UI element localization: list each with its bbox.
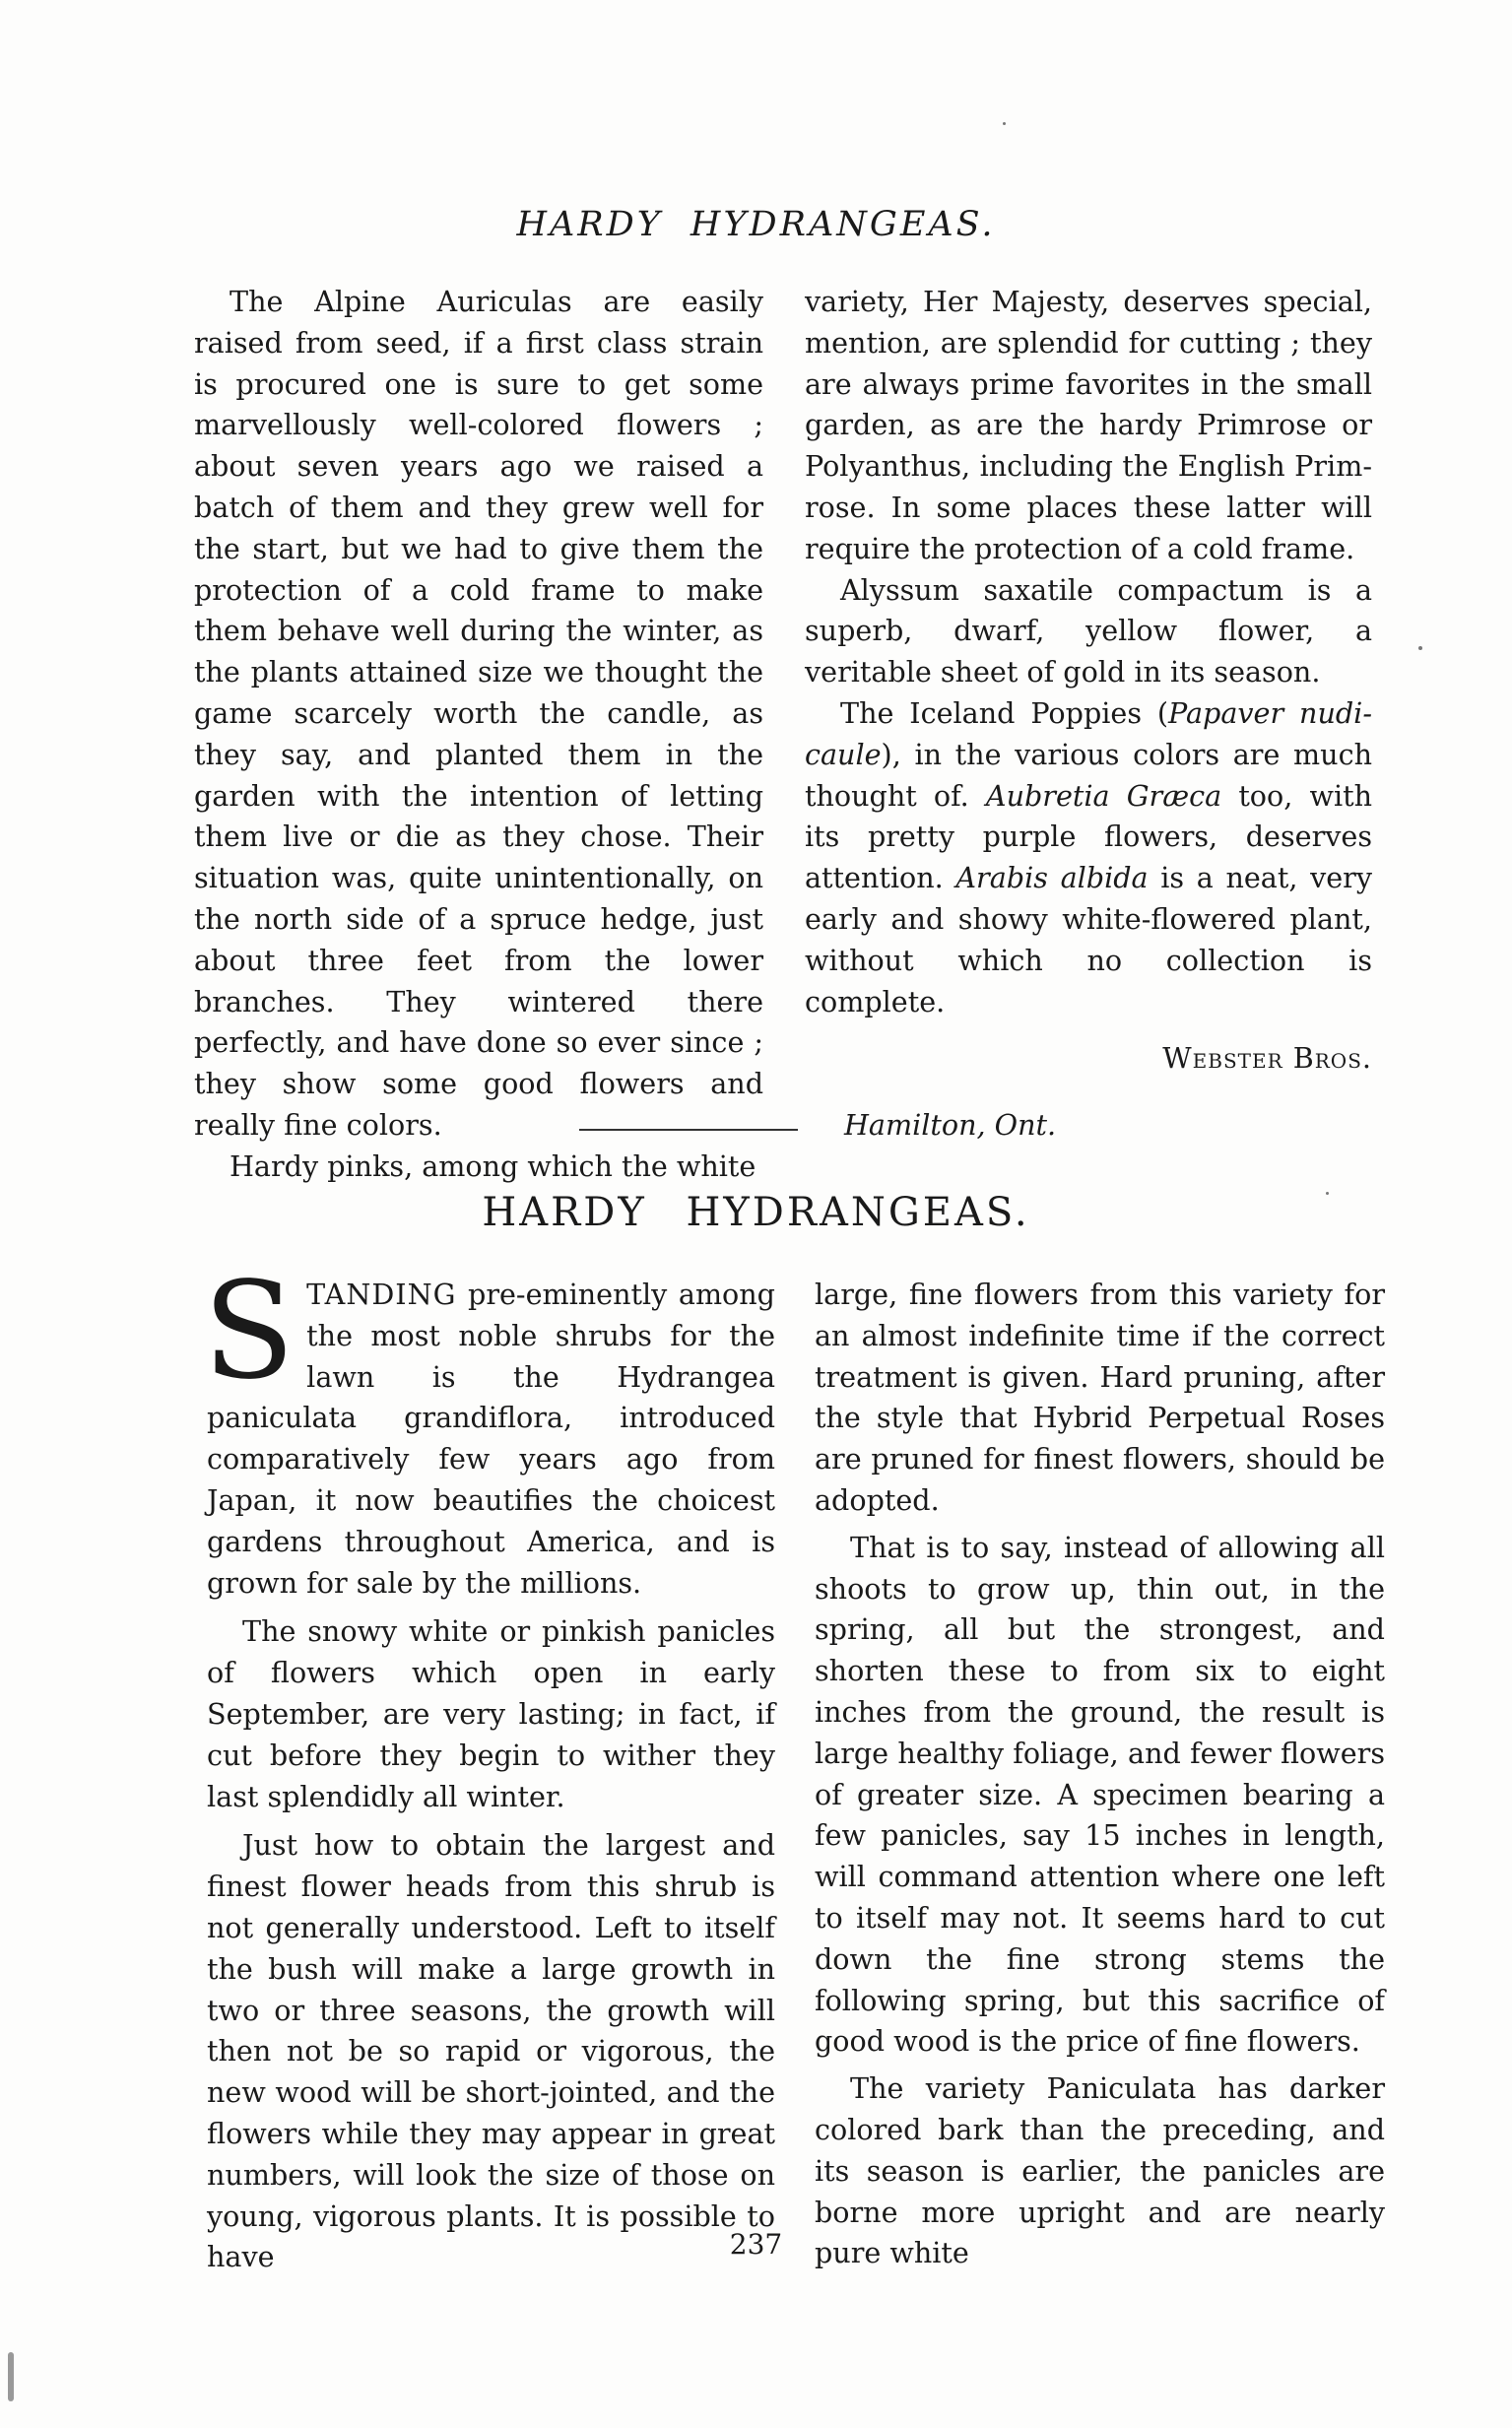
page-number: 237	[729, 2228, 783, 2261]
running-head: HARDY HYDRANGEAS.	[516, 205, 996, 244]
paragraph-large-flowers: large, fine flowers from this variety for an almost indefinite time if the correct treatment is given. Hard pruning, after the style that Hybrid Perpetual Roses are pruned for finest flowers, should be adopted.	[815, 1278, 1385, 1517]
species-name-papaver: Papaver nudicaule	[805, 695, 1372, 771]
print-speck	[1418, 646, 1422, 650]
print-speck	[1326, 1192, 1329, 1195]
article-one-right-column	[805, 282, 1372, 1147]
text-run: ), in the various colors are much thought of.	[805, 737, 1372, 813]
species-name-aubretia: Aubretia Græca	[985, 778, 1222, 813]
text-run: The Iceland Poppies (	[840, 695, 1169, 730]
paragraph-alyssum: Alyssum saxatile compactum is a superb, dwarf, yellow flower, a veritable sheet of gold in its season.	[805, 572, 1372, 689]
paragraph-flower-heads: Just how to obtain the largest and finest flower heads from this shrub is not generally understood. Left to itself the bush will make a large growth in two or three seasons, the growth will then not be so rapid or vigorous, the new wood will be short-jointed, and the flowers while they may appear in great numbers, will look the size of those on young, vigorous plants. It is possible to have	[207, 1828, 775, 2274]
paragraph-hardy-pinks: Hardy pinks, among which the white	[230, 1148, 756, 1183]
drop-cap: S	[203, 1254, 296, 1410]
article-one-left-column	[194, 282, 763, 1188]
paragraph-standing	[203, 1254, 775, 1604]
text-run: pre-eminently among the most noble shrubs for the lawn is the Hydrangea paniculata grandiflora, introduced comparatively few years ago from Japan, it now beautifies the choicest gardens throughout America, and is grown for sale by the millions.	[207, 1278, 775, 1600]
author-location: Hamilton, Ont.	[844, 1108, 1057, 1143]
paragraph-auriculas: The Alpine Auriculas are easily raised from seed, if a first class strain is procured one is sure to get some marvellously well-colored flowers ; about seven years ago we raised a batch of them and they grew well for the start, but we had to give them the protection of a cold frame to make them behave well during the winter, as the plants attained size we thought the game scarcely worth the candle, as they say, and planted them in the garden with the intention of letting them live or die as they chose. Their situation was, quite unintentionally, on the north side of a spruce hedge, just about three feet from the lower branches. They wintered there perfectly, and have done so ever since ; they show some good flowers and really fine colors.	[194, 285, 763, 1142]
text-run: is a neat, very early and showy white-flowered plant, without which no collection is complete.	[805, 861, 1372, 1018]
article-headline: HARDY HYDRANGEAS.	[482, 1190, 1030, 1235]
species-name-arabis: Arabis albida	[955, 861, 1149, 895]
text-run: too, with its pretty purple flowers, deserves attention.	[805, 778, 1373, 895]
print-speck	[1003, 122, 1006, 125]
section-divider-rule	[579, 1129, 798, 1131]
paragraph-her-majesty: variety, Her Majesty, deserves special, mention, are splendid for cutting ; they are always prime favorites in the small garden, as are the hardy Primrose or Polyanthus, including the English Primrose. In some places these latter will require the protection of a cold frame.	[805, 285, 1372, 565]
paragraph-iceland-poppies	[805, 693, 1372, 1022]
paragraph-paniculata: The variety Paniculata has darker colored bark than the preceding, and its season is earlier, the panicles are borne more upright and are nearly pure white	[815, 2071, 1385, 2270]
page-edge-mark	[8, 2352, 14, 2401]
author-signature: Webster Bros.	[1162, 1041, 1372, 1076]
paragraph-pruning: That is to say, instead of allowing all shoots to grow up, thin out, in the spring, all but the strongest, and shorten these to from six to eight inches from the ground, the result is large healthy foliage, and fewer flowers of greater size. A specimen bearing a few panicles, say 15 inches in length, will command attention where one left to itself may not. It seems hard to cut down the fine strong stems the following spring, but this sacrifice of good wood is the price of fine flowers.	[815, 1530, 1385, 2059]
article-two-left-column	[203, 1254, 775, 2278]
lead-in-caps: TANDING	[306, 1278, 457, 1311]
article-two-right-column	[815, 1275, 1385, 2274]
paragraph-snowy-panicles: The snowy white or pinkish panicles of flowers which open in early September, are very lasting; in fact, if cut before they begin to wither they last splendidly all winter.	[207, 1614, 775, 1813]
